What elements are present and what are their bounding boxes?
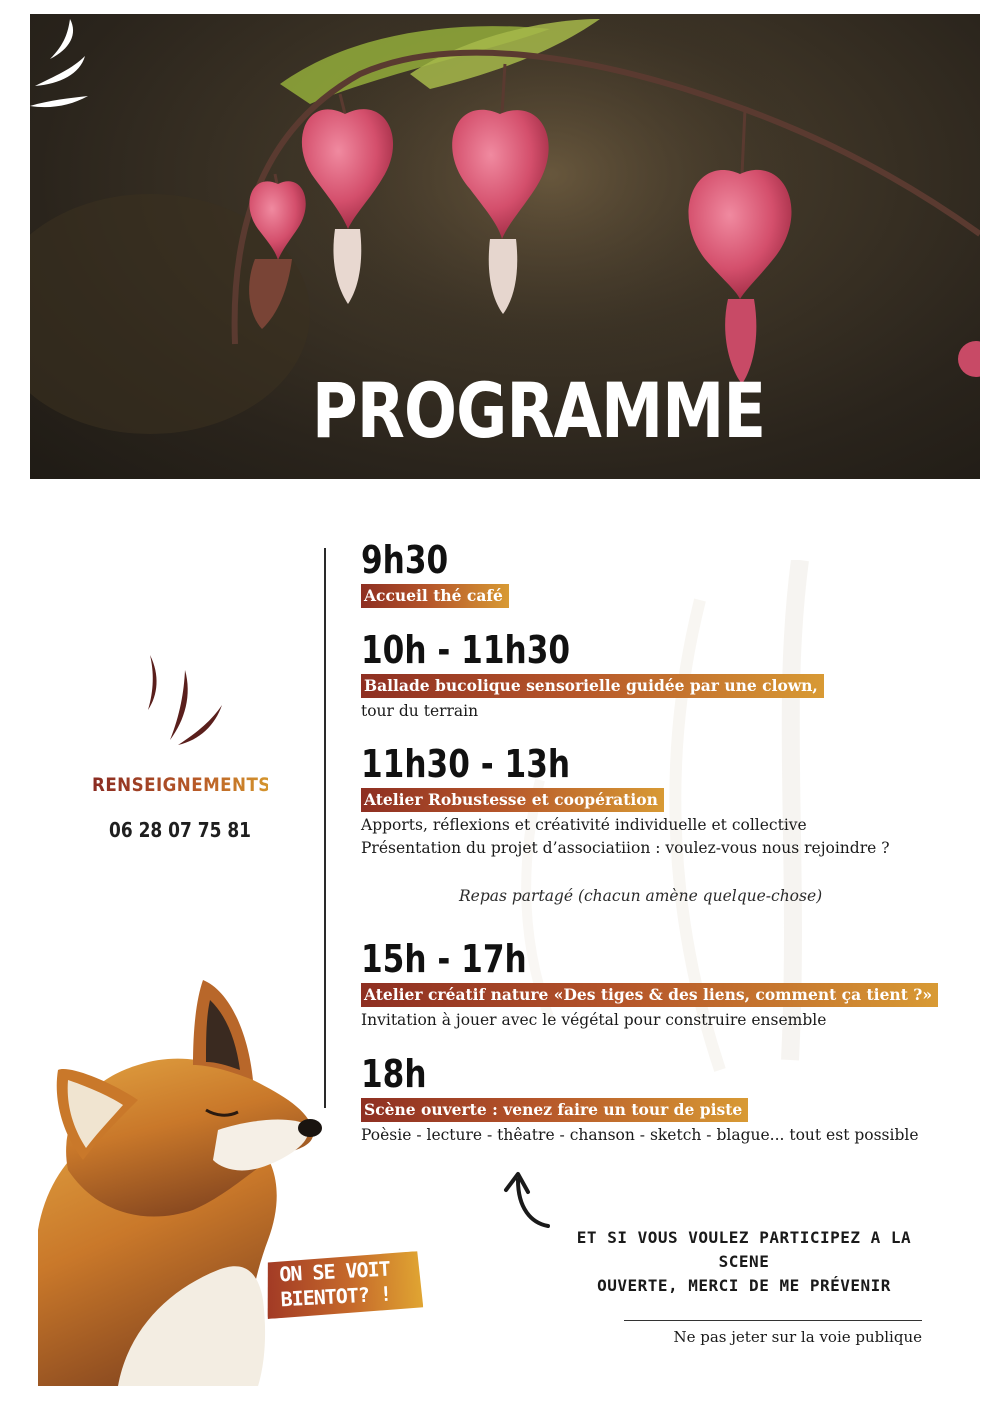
contact-phone: 06 28 07 75 81 — [109, 818, 251, 842]
schedule-time: 18h — [361, 1052, 427, 1096]
curved-arrow-icon — [496, 1168, 556, 1238]
schedule-detail: Présentation du projet d’associatiion : voulez-vous nous rejoindre ? — [361, 839, 890, 857]
speech-bubble — [265, 1251, 424, 1319]
footer-note: Ne pas jeter sur la voie publique — [673, 1328, 922, 1346]
schedule-item — [361, 1052, 919, 1147]
brush-strokes-icon — [140, 650, 230, 750]
schedule-time: 11h30 - 13h — [361, 742, 571, 786]
schedule-activity: Atelier Robustesse et coopération — [361, 788, 664, 812]
bubble-line: ON SE VOIT — [278, 1256, 391, 1287]
hero-photo — [30, 14, 980, 479]
page-title: PROGRAMME — [312, 366, 766, 455]
schedule-item — [361, 628, 824, 723]
callout-line: OUVERTE, MERCI DE ME PRÉVENIR — [597, 1276, 891, 1295]
schedule-item — [361, 937, 938, 1032]
lunch-note: Repas partagé (chacun amène quelque-chose) — [459, 887, 823, 905]
schedule-time: 10h - 11h30 — [361, 628, 571, 672]
footer-divider — [624, 1320, 922, 1321]
contact-label: RENSEIGNEMENTS — [92, 774, 271, 796]
schedule-activity: Atelier créatif nature «Des tiges & des liens, comment ça tient ?» — [361, 983, 938, 1007]
callout-line: ET SI VOUS VOULEZ PARTICIPEZ A LA SCENE — [576, 1228, 912, 1271]
bubble-line: BIENTOT? ! — [280, 1281, 392, 1312]
schedule-detail: Apports, réflexions et créativité individuelle et collective — [361, 816, 807, 834]
schedule-detail: Poèsie - lecture - thêatre - chanson - sketch - blague... tout est possible — [361, 1126, 919, 1144]
schedule-detail: tour du terrain — [361, 702, 479, 720]
schedule-activity: Ballade bucolique sensorielle guidée par une clown, — [361, 674, 824, 698]
schedule-detail: Invitation à jouer avec le végétal pour construire ensemble — [361, 1011, 827, 1029]
schedule-time: 15h - 17h — [361, 937, 527, 981]
fox-photo — [28, 970, 328, 1386]
schedule-time: 9h30 — [361, 538, 449, 582]
scene-callout — [554, 1226, 934, 1298]
schedule-activity: Scène ouverte : venez faire un tour de piste — [361, 1098, 748, 1122]
brush-strokes-icon — [30, 14, 90, 124]
schedule-item — [361, 538, 509, 608]
schedule-item — [361, 742, 890, 860]
schedule-activity: Accueil thé café — [361, 584, 509, 608]
